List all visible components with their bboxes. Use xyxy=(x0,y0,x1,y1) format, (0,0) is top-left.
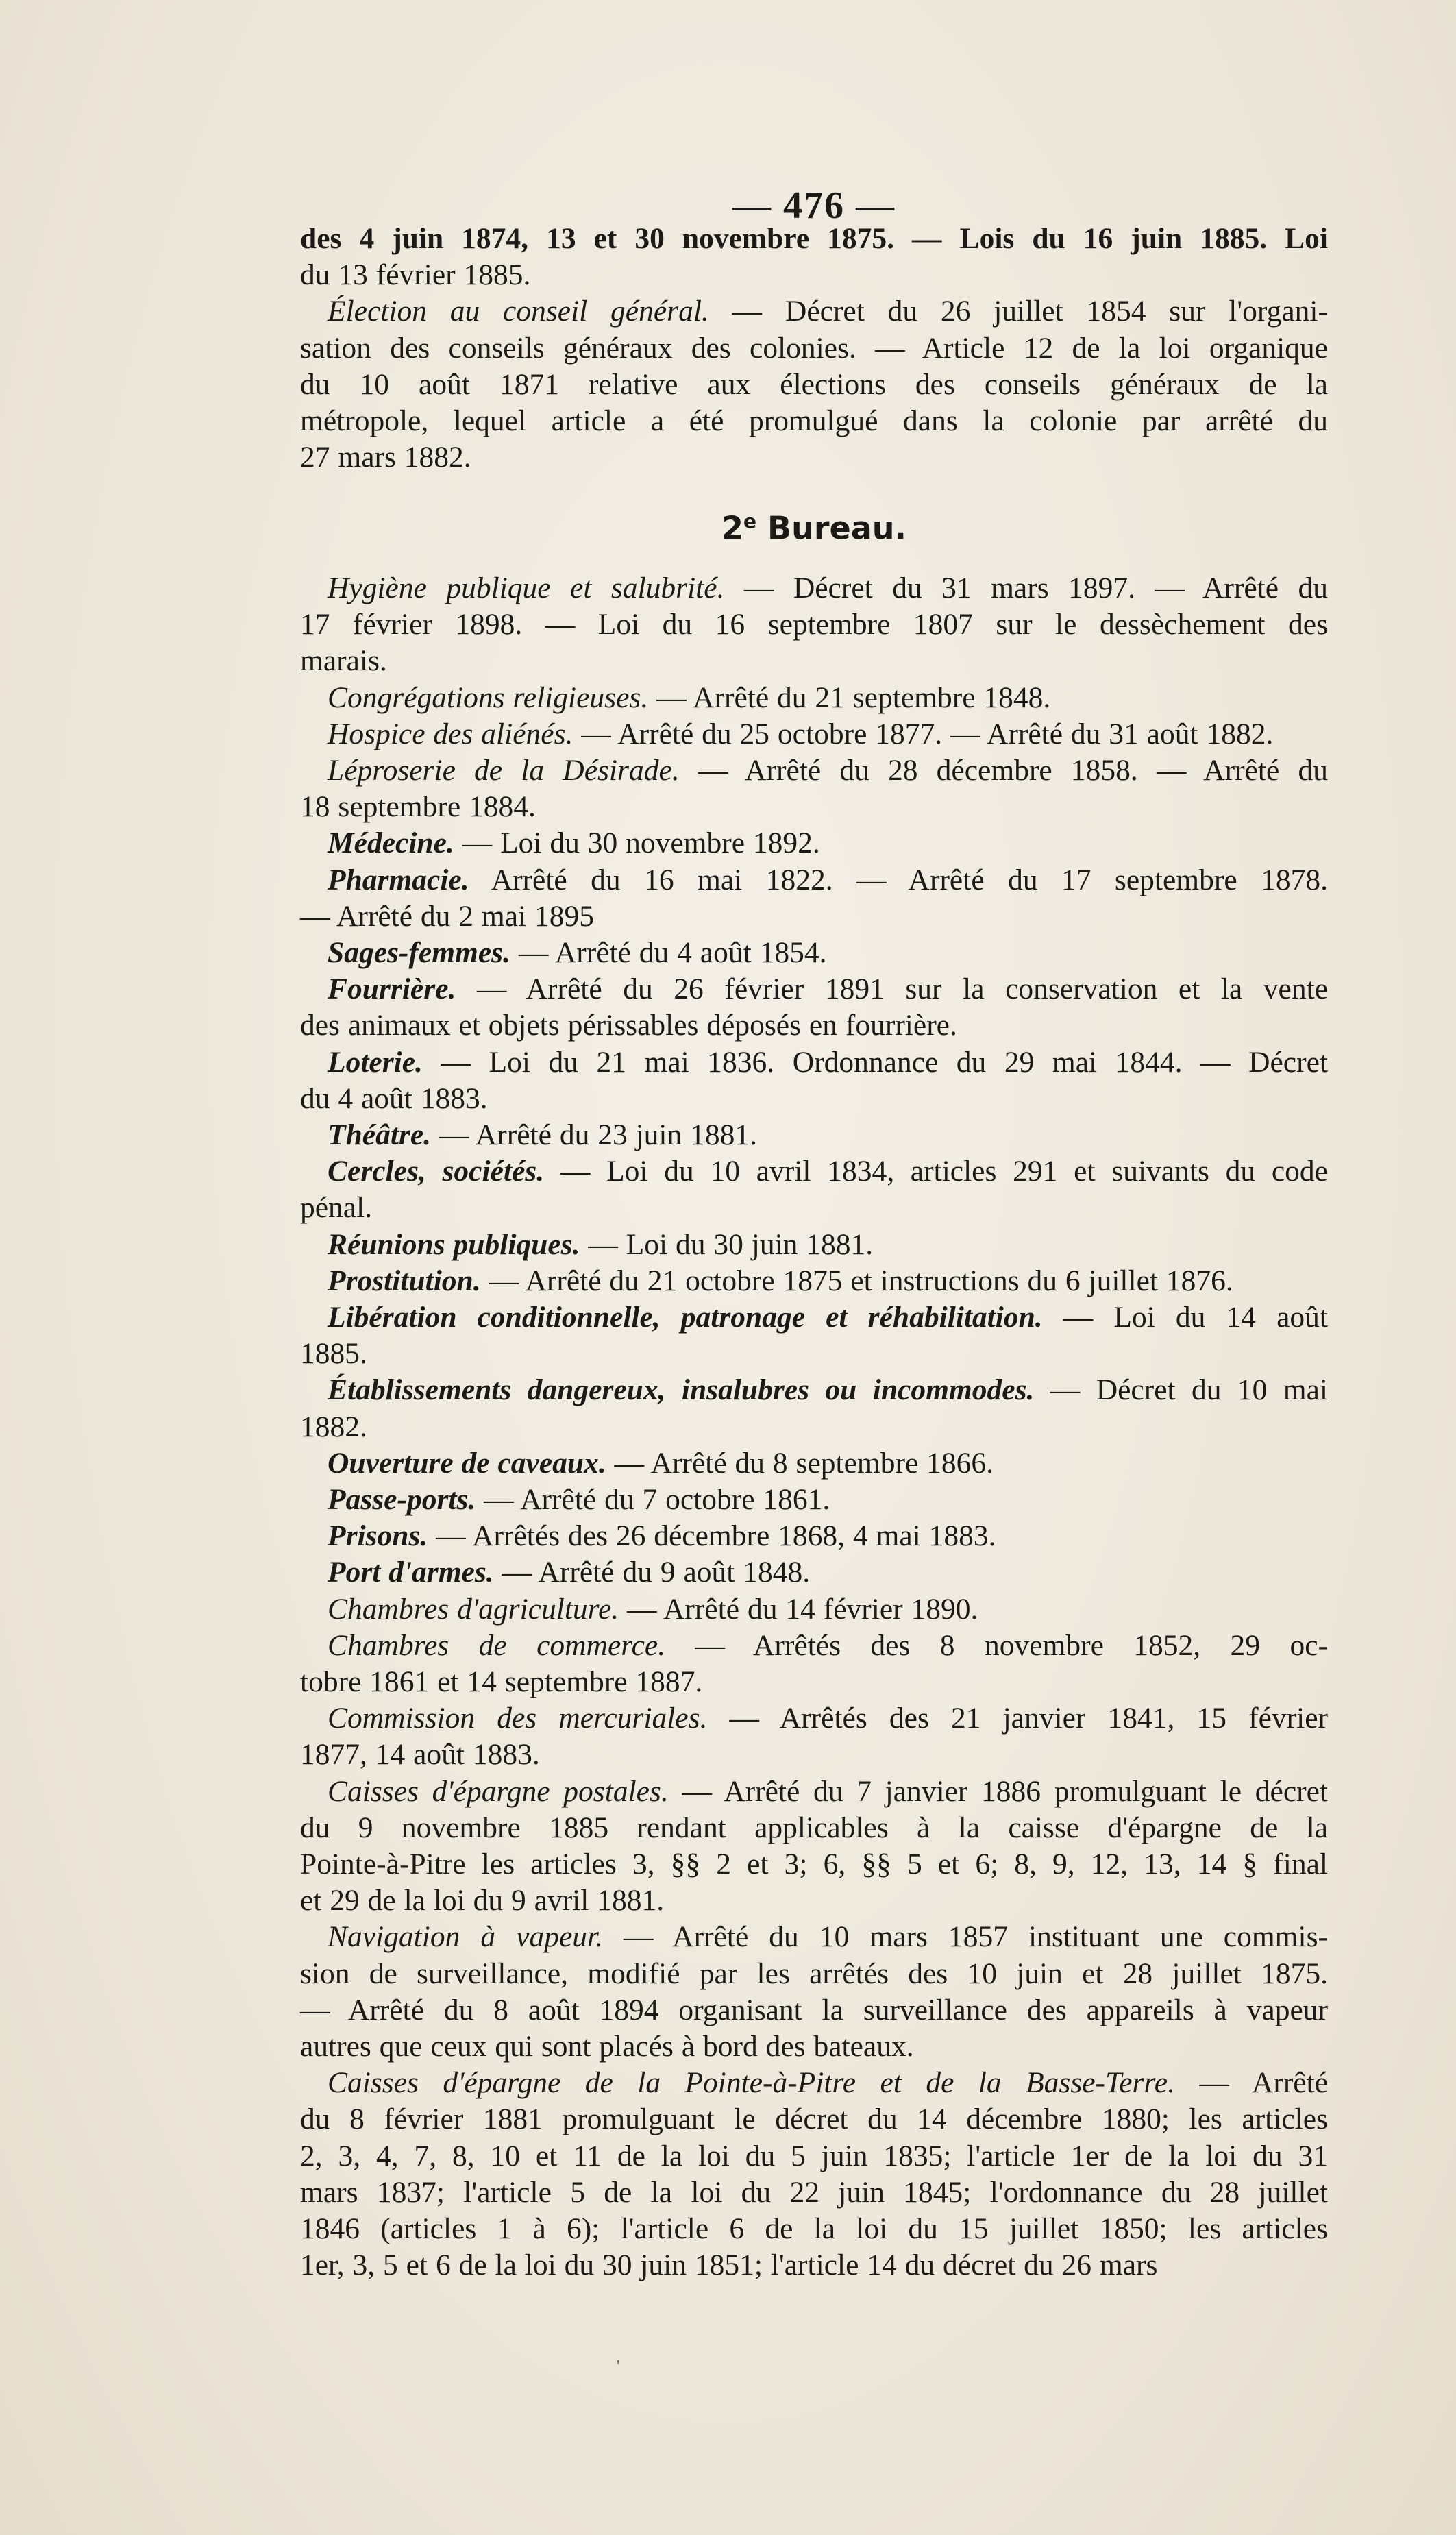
text-segment: — Décret du 31 mars 1897. — Arrêté du xyxy=(743,571,1329,604)
text-segment: métropole, lequel article a été promulgué dans la colonie par arrêté du xyxy=(300,404,1328,438)
text-segment: — Arrêté du 2 mai 1895 xyxy=(300,899,595,933)
entry-title: Médecine. xyxy=(328,826,454,860)
entry-first-line xyxy=(300,570,1328,607)
entry-first-line xyxy=(300,935,1328,971)
entry-first-line xyxy=(300,971,1328,1007)
entry-title: Pharmacie. xyxy=(328,863,469,896)
text-line xyxy=(300,1737,1328,1773)
entry-title: Chambres de commerce. xyxy=(328,1628,666,1662)
text-segment: — Arrêté du 26 février 1891 sur la conservation et la vente xyxy=(476,972,1329,1006)
text-line xyxy=(300,2029,1328,2065)
text-segment: Arrêté du 16 mai 1822. — Arrêté du 17 septembre 1878. xyxy=(491,863,1328,896)
entry-first-line xyxy=(300,1774,1328,1810)
entry-title: Réunions publiques. xyxy=(328,1227,580,1261)
text-segment: Pointe-à-Pitre les articles 3, §§ 2 et 3; 6, §§ 5 et 6; 8, 9, 12, 13, 14 § final xyxy=(300,1848,1328,1881)
text-segment: du 13 février 1885. xyxy=(300,258,531,292)
text-line xyxy=(300,257,1328,293)
entry-title: Chambres d'agriculture. xyxy=(328,1592,619,1626)
text-segment: 2, 3, 4, 7, 8, 10 et 11 de la loi du 5 juin 1835; l'article 1er de la loi du 31 xyxy=(300,2139,1328,2172)
text-line xyxy=(300,1956,1328,1992)
entry-first-line xyxy=(300,825,1328,861)
text-line xyxy=(300,898,1328,935)
entry-first-line xyxy=(300,1554,1328,1591)
text-segment: sion de surveillance, modifié par les arrêtés des 10 juin et 28 juillet 1875. xyxy=(300,1957,1328,1990)
text-line xyxy=(300,1810,1328,1846)
text-segment: — Arrêté du 10 mars 1857 instituant une commis- xyxy=(624,1920,1329,1954)
entry-first-line xyxy=(300,2065,1328,2101)
text-line xyxy=(300,1081,1328,1117)
entry-title: Port d'armes. xyxy=(328,1556,494,1589)
text-line xyxy=(300,2247,1328,2283)
text-segment: des animaux et objets périssables déposés en fourrière. xyxy=(300,1009,957,1042)
text-segment: du 4 août 1883. xyxy=(300,1081,488,1115)
entry-first-line xyxy=(300,1299,1328,1336)
text-segment: — Loi du 30 juin 1881. xyxy=(588,1227,874,1261)
text-segment: — Arrêtés des 21 janvier 1841, 15 février xyxy=(729,1702,1329,1735)
section-word: Bureau. xyxy=(767,509,906,547)
text-segment: 1877, 14 août 1883. xyxy=(300,1738,540,1772)
text-segment: mars 1837; l'article 5 de la loi du 22 juin 1845; l'ordonnance du 28 juillet xyxy=(300,2175,1328,2209)
entry-first-line xyxy=(300,1445,1328,1482)
text-segment: — Arrêté du 8 août 1894 organisant la surveillance des appareils à vapeur xyxy=(300,1993,1328,2026)
entry-first-line xyxy=(300,293,1328,330)
text-segment: — Décret du 26 juillet 1854 sur l'organi- xyxy=(732,295,1328,328)
text-block xyxy=(300,185,1328,2284)
entry-first-line xyxy=(300,1044,1328,1081)
text-line xyxy=(300,439,1328,476)
text-line xyxy=(300,643,1328,679)
text-segment: — Arrêté du 21 octobre 1875 et instructions du 6 juillet 1876. xyxy=(489,1264,1233,1297)
text-line xyxy=(300,221,1328,257)
section-heading xyxy=(300,503,1328,547)
entry-first-line xyxy=(300,1518,1328,1554)
text-segment: 1er, 3, 5 et 6 de la loi du 30 juin 1851; l'article 14 du décret du 26 mars xyxy=(300,2249,1158,2282)
text-line xyxy=(300,330,1328,367)
text-segment: Loi xyxy=(1285,222,1328,255)
entry-title: Élection au conseil général. xyxy=(328,295,709,328)
entry-title: Cercles, sociétés. xyxy=(328,1155,545,1188)
text-segment: 27 mars 1882. xyxy=(300,441,471,474)
text-segment: des 4 juin 1874, 13 et 30 novembre 1875. — Lois du 16 juin 1885. xyxy=(300,222,1268,255)
text-segment: 17 février 1898. — Loi du 16 septembre 1807 sur le dessèchement des xyxy=(300,608,1328,641)
entry-title: Caisses d'épargne postales. xyxy=(328,1774,669,1808)
entry-first-line xyxy=(300,1700,1328,1737)
entry-first-line xyxy=(300,1227,1328,1263)
section-number: 2 xyxy=(721,509,744,547)
text-line xyxy=(300,789,1328,825)
text-line xyxy=(300,367,1328,403)
text-segment: pénal. xyxy=(300,1191,373,1225)
text-segment: 1885. xyxy=(300,1337,367,1371)
text-segment: — Arrêté du 28 décembre 1858. — Arrêté du xyxy=(698,753,1328,787)
text-line xyxy=(300,2138,1328,2175)
entry-title: Établissements dangereux, insalubres ou incommodes. xyxy=(328,1373,1035,1407)
text-segment: — Arrêté du 8 septembre 1866. xyxy=(614,1446,994,1480)
text-segment: — Arrêté du 23 juin 1881. xyxy=(439,1118,758,1151)
text-segment: — Arrêté xyxy=(1199,2066,1329,2100)
text-line xyxy=(300,1883,1328,1919)
text-segment: 1882. xyxy=(300,1410,367,1443)
text-segment: — Arrêté du 9 août 1848. xyxy=(502,1556,811,1589)
text-line xyxy=(300,1190,1328,1226)
text-line xyxy=(300,607,1328,643)
text-line xyxy=(300,2101,1328,2138)
text-line xyxy=(300,2211,1328,2247)
entry-title: Prisons. xyxy=(328,1519,428,1553)
entry-title: Passe-ports. xyxy=(328,1483,476,1517)
text-segment: — Arrêté du 21 septembre 1848. xyxy=(656,681,1051,714)
entry-first-line xyxy=(300,862,1328,898)
text-segment: sation des conseils généraux des colonies. — Article 12 de la loi organique xyxy=(300,331,1328,365)
text-segment: — Arrêtés des 8 novembre 1852, 29 oc- xyxy=(695,1628,1328,1662)
text-segment: autres que ceux qui sont placés à bord des bateaux. xyxy=(300,2030,914,2063)
text-line xyxy=(300,1846,1328,1883)
text-segment: du 9 novembre 1885 rendant applicables à la caisse d'épargne de la xyxy=(300,1811,1328,1844)
entry-title: Congrégations religieuses. xyxy=(328,681,649,714)
entry-first-line xyxy=(300,716,1328,752)
text-segment: — Arrêtés des 26 décembre 1868, 4 mai 1883. xyxy=(436,1519,996,1553)
entry-first-line xyxy=(300,752,1328,789)
entry-title: Sages-femmes. xyxy=(328,935,510,969)
section-superscript: e xyxy=(743,510,757,533)
text-line xyxy=(300,403,1328,439)
text-segment: marais. xyxy=(300,644,387,678)
entry-first-line xyxy=(300,1153,1328,1190)
entry-title: Libération conditionnelle, patronage et réhabilitation. xyxy=(328,1301,1043,1334)
entry-first-line xyxy=(300,1117,1328,1153)
entry-title: Léproserie de la Désirade. xyxy=(328,753,680,787)
text-line xyxy=(300,1409,1328,1445)
entry-title: Théâtre. xyxy=(328,1118,432,1151)
text-segment: — Arrêté du 4 août 1854. xyxy=(518,935,827,969)
text-segment: 1846 (articles 1 à 6); l'article 6 de la loi du 15 juillet 1850; les articles xyxy=(300,2212,1328,2246)
text-segment: — Décret du 10 mai xyxy=(1050,1373,1329,1407)
text-line xyxy=(300,1664,1328,1700)
text-line xyxy=(300,2175,1328,2211)
entry-first-line xyxy=(300,1628,1328,1664)
text-segment: du 10 août 1871 relative aux élections des conseils généraux de la xyxy=(300,367,1328,401)
entry-title: Ouverture de caveaux. xyxy=(328,1446,606,1480)
entry-title: Loterie. xyxy=(328,1045,423,1079)
text-segment: 18 septembre 1884. xyxy=(300,790,536,824)
entry-first-line xyxy=(300,1482,1328,1518)
entry-title: Commission des mercuriales. xyxy=(328,1702,708,1735)
entry-first-line xyxy=(300,1372,1328,1408)
text-line xyxy=(300,1336,1328,1372)
text-segment: tobre 1861 et 14 septembre 1887. xyxy=(300,1665,703,1699)
text-segment: — Loi du 10 avril 1834, articles 291 et suivants du code xyxy=(560,1155,1328,1188)
text-segment: — Loi du 21 mai 1836. Ordonnance du 29 mai 1844. — Décret xyxy=(441,1045,1328,1079)
text-line xyxy=(300,1007,1328,1044)
entries-list xyxy=(300,570,1328,2284)
text-segment: — Loi du 14 août xyxy=(1063,1301,1328,1334)
text-segment: — Loi du 30 novembre 1892. xyxy=(462,826,820,860)
text-segment: — Arrêté du 7 octobre 1861. xyxy=(484,1483,830,1517)
entry-first-line xyxy=(300,1263,1328,1299)
text-segment: du 8 février 1881 promulguant le décret du 14 décembre 1880; les articles xyxy=(300,2103,1328,2136)
entry-title: Caisses d'épargne de la Pointe-à-Pitre et de la Basse-Terre. xyxy=(328,2066,1175,2100)
entry-first-line xyxy=(300,1919,1328,1955)
text-line xyxy=(300,1992,1328,2029)
entry-title: Fourrière. xyxy=(328,972,456,1006)
text-segment: — Arrêté du 25 octobre 1877. — Arrêté du 31 août 1882. xyxy=(581,717,1274,750)
entry-title: Navigation à vapeur. xyxy=(328,1920,603,1954)
text-segment: et 29 de la loi du 9 avril 1881. xyxy=(300,1884,665,1918)
text-segment: — Arrêté du 7 janvier 1886 promulguant le décret xyxy=(682,1774,1329,1808)
entry-title: Hospice des aliénés. xyxy=(328,717,573,750)
entry-first-line xyxy=(300,680,1328,716)
paper-speck: ' xyxy=(617,2358,620,2375)
text-segment: — Arrêté du 14 février 1890. xyxy=(627,1592,978,1626)
entry-first-line xyxy=(300,1591,1328,1628)
page-number: — 476 — xyxy=(732,184,896,227)
entry-title: Prostitution. xyxy=(328,1264,481,1297)
entry-title: Hygiène publique et salubrité. xyxy=(328,571,725,604)
